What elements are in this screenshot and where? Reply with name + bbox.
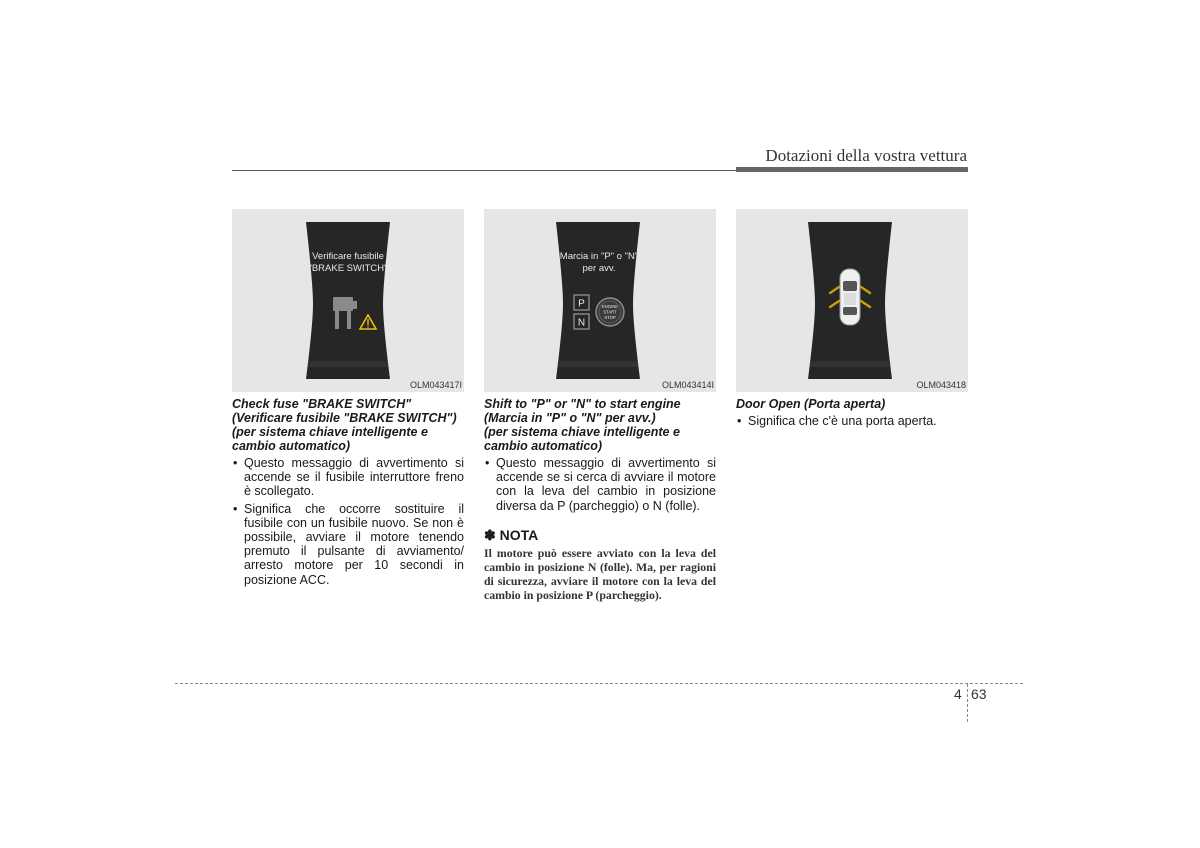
figure-code: OLM043417I <box>409 380 462 390</box>
svg-text:N: N <box>577 317 586 329</box>
chapter-number: 4 <box>954 686 962 702</box>
shift-display-illustration <box>484 209 716 392</box>
display-line-2: "BRAKE SWITCH" <box>308 263 388 274</box>
brake-switch-display-illustration <box>232 209 464 392</box>
display-panel-bevel <box>558 361 638 367</box>
display-line-1: Marcia in "P" o "N" <box>559 251 639 262</box>
svg-text:P: P <box>578 298 585 310</box>
header-bar <box>736 167 968 172</box>
caption-line: cambio automatico) <box>484 439 603 453</box>
footer-rule <box>175 683 1023 684</box>
bullet-item: • Significa che occorre sostituire il fusibile con un fusibile nuovo. Se non è possibile, avviare il motore tenendo premuto il pulsante di avviamento/ arresto motore per 10 secondi in posizione ACC. <box>232 502 464 587</box>
section-brake-switch <box>232 209 464 590</box>
bullet-list <box>736 414 968 428</box>
display-panel-bevel <box>308 361 388 367</box>
bullet-item: • Questo messaggio di avvertimento si accende se si cerca di avviare il motore con la leva del cambio in posizione diversa da P (parcheggio) o N (folle). <box>484 456 716 513</box>
footer-divider <box>967 684 968 722</box>
bullet-item: • Questo messaggio di avvertimento si accende se il fusibile interruttore freno è scollegato. <box>232 456 464 499</box>
caption-line: (Marcia in "P" o "N" per avv.) <box>484 411 656 425</box>
bullet-list <box>484 456 716 513</box>
display-line-2: per avv. <box>582 263 616 274</box>
svg-text:START: START <box>603 309 617 315</box>
caption-line: (per sistema chiave intelligente e <box>484 425 680 439</box>
figure-brake-switch <box>232 209 464 392</box>
section-shift-p-n <box>484 209 716 603</box>
figure-door-open <box>736 209 968 392</box>
caption-line: (Verificare fusibile "BRAKE SWITCH") <box>232 411 457 425</box>
section-door-open <box>736 209 968 431</box>
nota-title: ✽ NOTA <box>484 526 539 543</box>
door-open-display-illustration <box>736 209 968 392</box>
section-caption <box>736 397 968 411</box>
engine-start-stop-button-icon <box>596 298 624 326</box>
caption-line: Door Open (Porta aperta) <box>736 397 886 411</box>
car-top-view-icon <box>840 269 860 325</box>
figure-code: OLM043418 <box>916 380 966 390</box>
svg-text:STOP: STOP <box>604 315 616 320</box>
nota-text: Il motore può essere avviato con la leva del cambio in posizione N (folle). Ma, per ragioni di sicurezza, avviare il motore con la leva del cambio in posizione P (parcheggio). <box>484 545 716 603</box>
bullet-list <box>232 456 464 587</box>
figure-code: OLM043414I <box>661 380 714 390</box>
caption-line: Shift to "P" or "N" to start engine <box>484 397 681 411</box>
section-caption <box>484 397 716 453</box>
svg-text:ENGINE: ENGINE <box>601 304 619 309</box>
page-number: 63 <box>971 686 987 702</box>
caption-line: (per sistema chiave intelligente e <box>232 425 428 439</box>
section-caption <box>232 397 464 453</box>
caption-line: cambio automatico) <box>232 439 351 453</box>
display-panel <box>556 222 640 379</box>
header-title: Dotazioni della vostra vettura <box>765 146 967 165</box>
display-line-1: Verificare fusibile <box>312 251 384 262</box>
caption-line: Check fuse "BRAKE SWITCH" <box>232 397 412 411</box>
bullet-item: • Significa che c'è una porta aperta. <box>736 414 968 428</box>
header-rule <box>232 170 736 171</box>
figure-shift-p-n <box>484 209 716 392</box>
display-panel-bevel <box>810 361 890 367</box>
